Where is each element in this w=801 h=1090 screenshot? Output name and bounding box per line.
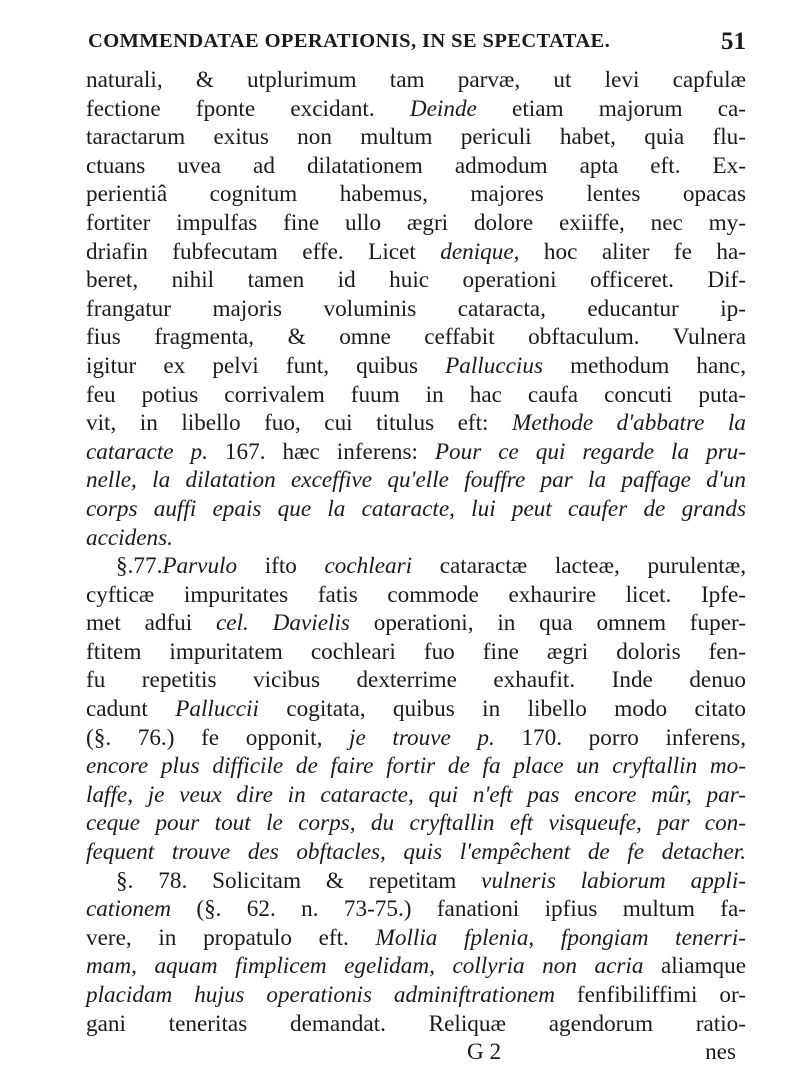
text-run: cataractæ lacteæ, purulentæ, <box>412 553 746 580</box>
text-line <box>86 552 746 581</box>
text-line <box>86 95 746 124</box>
text-run: etiam majorum ca- <box>476 95 746 122</box>
running-head <box>88 24 746 58</box>
text-line <box>86 66 746 95</box>
text-run: ctuans uvea ad dilatationem admodum apta eft. Ex- <box>86 152 746 179</box>
text-line <box>86 438 746 467</box>
text-run: fortiter impulfas fine ullo ægri dolore exiiffe, nec my- <box>86 209 746 236</box>
italic-text: nelle, la dilatation exceffive qu'elle fouffre par la paffage d'un <box>86 467 746 494</box>
italic-text: laffe, je veux dire in cataracte, qui n'eft pas encore mûr, par- <box>86 781 746 808</box>
text-run: gani teneritas demandat. Reliquæ agendorum ratio- <box>86 1010 746 1037</box>
text-line <box>86 295 746 324</box>
italic-text: Palluccii <box>175 696 259 723</box>
italic-text: cationem <box>86 896 171 923</box>
text-line <box>86 409 746 438</box>
text-line <box>86 466 746 495</box>
text-line <box>86 867 746 896</box>
italic-text: Palluccius <box>445 352 543 379</box>
text-run: (§. 62. n. 73-75.) fanationi ipfius multum fa- <box>171 896 746 923</box>
catchword: nes <box>705 1039 736 1066</box>
text-line <box>86 381 746 410</box>
text-line <box>86 695 746 724</box>
italic-text: mam, aquam fimplicem egelidam, collyria non acria <box>86 953 644 980</box>
italic-text: Parvulo <box>162 553 238 580</box>
text-line <box>86 323 746 352</box>
italic-text: Mollia fplenia, fpongiam tenerri- <box>375 924 746 951</box>
text-run: operationi, in qua omnem fuper- <box>349 610 746 637</box>
text-run: fius fragmenta, & omne ceffabit obftaculum. Vulnera <box>86 324 746 351</box>
text-line <box>86 809 746 838</box>
text-line <box>86 152 746 181</box>
italic-text: cataracte p. <box>86 438 208 465</box>
text-line <box>86 209 746 238</box>
italic-text: Methode d'abbatre la <box>512 410 746 437</box>
text-run: fectione fponte excidant. <box>86 95 410 122</box>
text-run: met adfui <box>86 610 217 637</box>
text-line <box>86 180 746 209</box>
italic-text: ceque pour tout le corps, du cryftallin eft visqueufe, par con- <box>86 810 746 837</box>
text-run: (§. 76.) fe opponit, <box>86 724 350 751</box>
text-run: ifto <box>237 553 325 580</box>
text-line <box>86 238 746 267</box>
text-run: vere, in propatulo eft. <box>86 924 376 951</box>
italic-text: encore plus difficile de faire fortir de fa place un cryftallin mo- <box>86 753 746 780</box>
text-line <box>86 666 746 695</box>
text-line <box>86 524 746 553</box>
text-run: cadunt <box>86 696 176 723</box>
running-title: COMMENDATAE OPERATIONIS, IN SE SPECTATAE. <box>88 30 611 52</box>
text-line <box>86 609 746 638</box>
text-run: driafin fubfecutam effe. Licet <box>86 238 441 265</box>
italic-text: cochleari <box>324 553 413 580</box>
text-run: 167. hæc inferens: <box>207 438 435 465</box>
italic-text: je trouve p. <box>349 724 495 751</box>
signature-line <box>86 1038 746 1067</box>
text-run: perientiâ cognitum habemus, majores lentes opacas <box>86 181 746 208</box>
text-line <box>86 895 746 924</box>
text-run: fu repetitis vicibus dexterrime exhaufit. Inde denuo <box>86 667 746 694</box>
text-line <box>86 781 746 810</box>
italic-text: accidens. <box>86 524 173 551</box>
text-line <box>86 752 746 781</box>
body-text <box>86 66 746 1067</box>
italic-text: Deinde <box>409 95 477 122</box>
text-run: ftitem impuritatem cochleari fuo fine ægri doloris fen- <box>86 638 746 665</box>
text-run: fenfibiliffimi or- <box>554 982 746 1008</box>
text-run: frangatur majoris voluminis cataracta, educantur ip- <box>86 295 746 322</box>
text-run: 170. porro inferens, <box>494 724 746 751</box>
text-run: hoc aliter fe ha- <box>519 238 747 265</box>
italic-text: Pour ce qui regarde la pru- <box>434 438 746 465</box>
text-line <box>86 352 746 381</box>
text-run: taractarum exitus non multum periculi habet, quia flu- <box>86 124 746 151</box>
text-run: feu potius corrivalem fuum in hac caufa concuti puta- <box>86 381 746 408</box>
text-line <box>86 981 746 1010</box>
text-run: cyfticæ impuritates fatis commode exhaurire licet. Ipfe- <box>86 581 746 608</box>
text-line <box>86 724 746 753</box>
text-line <box>86 638 746 667</box>
text-line <box>86 123 746 152</box>
text-run: methodum hanc, <box>543 352 746 379</box>
text-line <box>86 838 746 867</box>
page-number: 51 <box>721 28 746 55</box>
italic-text: corps auffi epais que la cataracte, lui peut caufer de grands <box>86 495 746 522</box>
text-line <box>86 1010 746 1039</box>
text-run: igitur ex pelvi funt, quibus <box>86 352 446 379</box>
text-line <box>86 581 746 610</box>
text-line <box>86 266 746 295</box>
text-run: cogitata, quibus in libello modo citato <box>258 696 746 723</box>
text-run: aliamque <box>643 953 746 980</box>
text-run: vit, in libello fuo, cui titulus eft: <box>86 410 512 437</box>
italic-text: fequent trouve des obftacles, quis l'empêchent de fe detacher. <box>86 839 746 866</box>
text-run: naturali, & utplurimum tam parvæ, ut levi capfulæ <box>86 67 746 93</box>
signature-mark: G 2 <box>466 1039 502 1066</box>
text-run: beret, nihil tamen id huic operationi officeret. Dif- <box>86 267 746 294</box>
italic-text: placidam hujus operationis adminiftrationem <box>86 982 555 1008</box>
text-run: §.77. <box>116 553 163 580</box>
text-line <box>86 924 746 953</box>
text-run: §. 78. Solicitam & repetitam <box>116 867 482 894</box>
italic-text: denique, <box>440 238 520 265</box>
text-line <box>86 495 746 524</box>
italic-text: cel. Davielis <box>216 610 350 637</box>
text-line <box>86 952 746 981</box>
italic-text: vulneris labiorum appli- <box>481 867 746 894</box>
